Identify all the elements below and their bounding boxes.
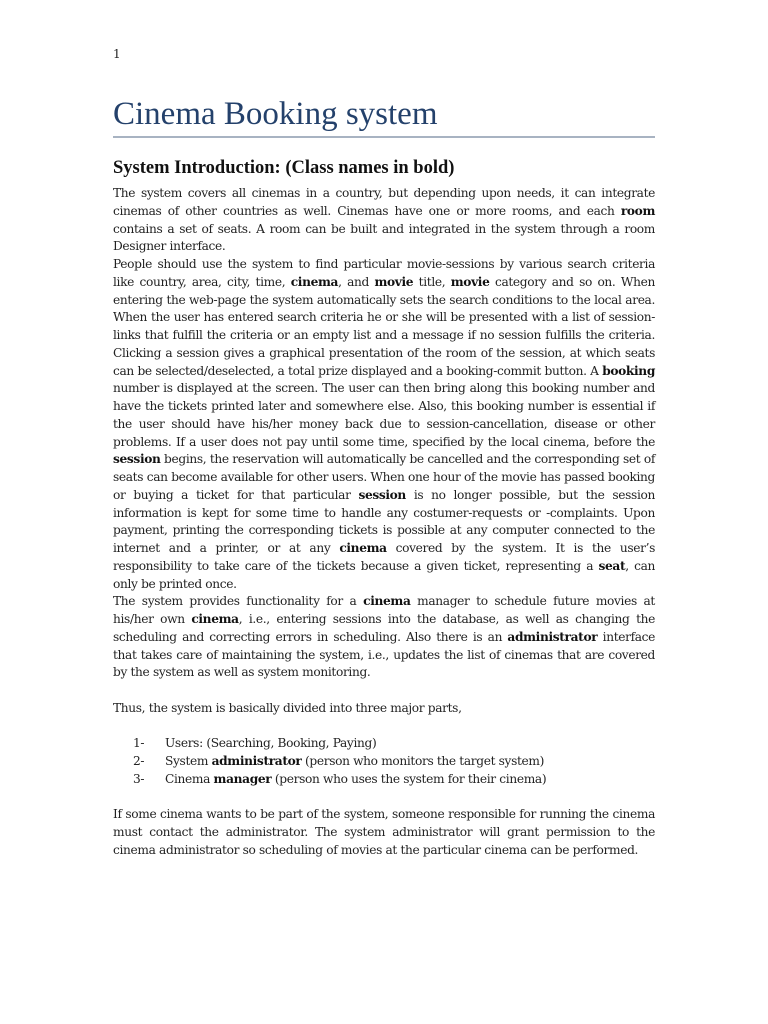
class-name: manager (213, 771, 272, 786)
class-name: administrator (507, 629, 598, 644)
list-item: 2- System administrator (person who monitors the target system) (113, 753, 655, 771)
title-divider (113, 136, 655, 138)
class-name: seat (598, 558, 626, 573)
list-item: 3- Cinema manager (person who uses the system for their cinema) (113, 771, 655, 789)
class-name: movie (374, 274, 414, 289)
list-item: 1- Users: (Searching, Booking, Paying) (113, 735, 655, 753)
class-name: movie (450, 274, 490, 289)
body-text (113, 185, 655, 860)
paragraph-5: If some cinema wants to be part of the system, someone responsible for running the cinema must contact the administrator. The system administrator will grant permission to the cinema administrator so scheduling of movies at the particular cinema can be performed. (113, 807, 655, 857)
paragraph-4: Thus, the system is basically divided into three major parts, (113, 700, 462, 715)
list-number: 3- (133, 771, 145, 786)
paragraph-3: The system provides functionality for a cinema manager to schedule future movies at his/her own cinema, i.e., entering sessions into the database, as well as changing the scheduling and correcting errors in scheduling. Also there is an administrator interface that takes care of maintaining the system, i.e., updates the list of cinemas that are covered by the system as well as system monitoring. (113, 594, 655, 680)
list-number: 2- (133, 754, 145, 768)
paragraph-1: The system covers all cinemas in a country, but depending upon needs, it can integrate cinemas of other countries as well. Cinemas have one or more rooms, and each room contains a set of seats. A room can be built and integrated in the system through a room Designer interface. (113, 186, 655, 254)
class-name: cinema (290, 274, 339, 289)
class-name: session (113, 452, 161, 467)
list-number: 1- (133, 736, 145, 751)
section-heading: System Introduction: (Class names in bold) (113, 158, 455, 178)
parts-list (113, 735, 655, 788)
page-number: 1 (113, 47, 121, 61)
class-name: cinema (339, 541, 387, 555)
paragraph-2: People should use the system to find particular movie-sessions by various search criteria like country, area, city, time, cinema, and movie title, movie category and so on. When entering the web-page the system automatically sets the search conditions to the local area. When the user has entered search criteria he or she will be presented with a list of session-links that fulfill the criteria or an empty list and a message if no session fulfills the criteria. Clicking a session gives a graphical presentation of the room of the session, at which seats can be selected/deselected, a total prize displayed and a booking-commit button. A booking number is displayed at the screen. The user can then bring along this booking number and have the tickets printed later and somewhere else. Also, this booking number is essential if the user should have his/her money back due to session-cancellation, disease or other problems. If a user does not pay until some time, specified by the local cinema, before the session begins, the reservation will automatically be cancelled and the corresponding set of seats can become available for other users. When one hour of the movie has passed booking or buying a ticket for that particular session is no longer possible, but the session information is kept for some time to handle any costumer-requests or -complaints. Upon payment, printing the corresponding tickets is possible at any computer connected to the internet and a printer, or at any cinema covered by the system. It is the user’s responsibility to take care of the tickets because a given ticket, representing a seat, can only be printed once. (113, 257, 655, 591)
class-name: session (358, 487, 406, 502)
class-name: administrator (211, 754, 302, 768)
document-title: Cinema Booking system (113, 96, 438, 132)
class-name: room (620, 203, 655, 218)
class-name: cinema (191, 612, 239, 626)
class-name: booking (602, 363, 655, 378)
class-name: cinema (363, 594, 411, 609)
